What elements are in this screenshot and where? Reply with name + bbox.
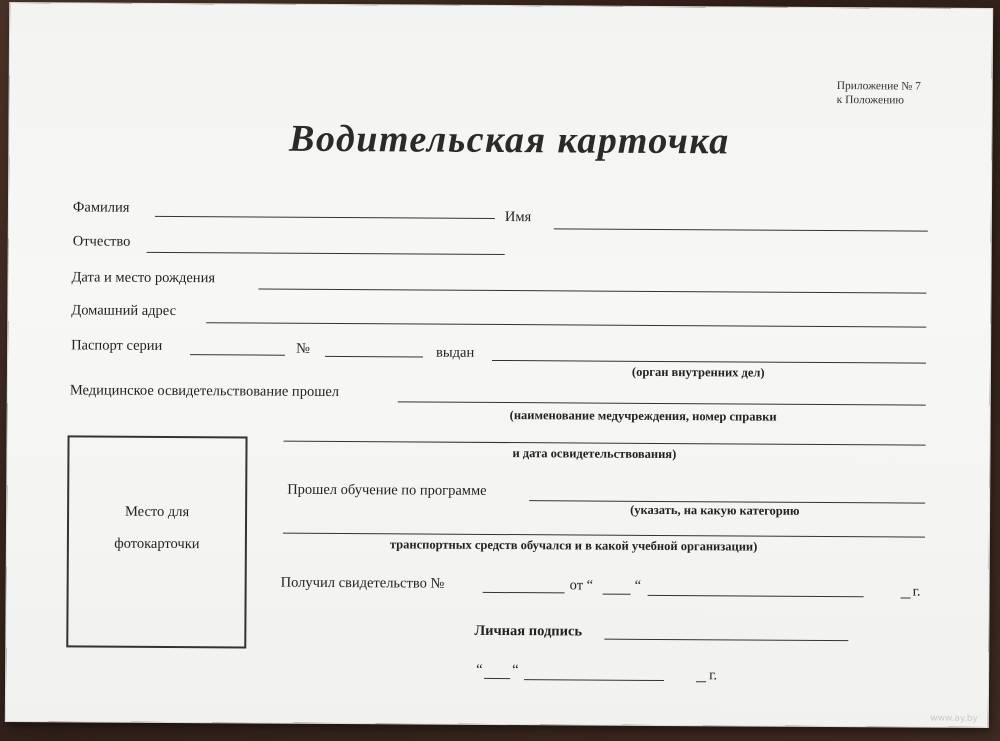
- medical-label: Медицинское освидетельствование прошел: [69, 382, 340, 401]
- training-hint-2: транспортных средств обучался и в какой учебной организации): [389, 537, 758, 554]
- patronymic-line[interactable]: [147, 252, 505, 255]
- watermark: www.ay.by: [930, 713, 978, 724]
- issued-hint: (орган внутренних дел): [631, 364, 765, 380]
- medical-hint-1: (наименование медучреждения, номер справки: [509, 408, 777, 424]
- medical-line-2[interactable]: [284, 441, 926, 446]
- passport-number-label: №: [296, 340, 310, 357]
- appendix-line-2: к Положению: [836, 94, 905, 107]
- medical-hint-2: и дата освидетельствования): [512, 446, 677, 462]
- passport-series-line[interactable]: [190, 354, 285, 356]
- date-day-line[interactable]: [484, 678, 510, 679]
- signature-line[interactable]: [604, 639, 848, 641]
- certificate-year-line[interactable]: [901, 597, 911, 598]
- training-line-2[interactable]: [283, 533, 925, 538]
- certificate-label: Получил свидетельство №: [280, 574, 445, 592]
- date-month-line[interactable]: [524, 679, 664, 681]
- appendix-line-1: Приложение № 7: [836, 80, 921, 93]
- passport-number-line[interactable]: [325, 356, 423, 358]
- page-title: Водительская карточка: [288, 117, 730, 163]
- date-quote-close: “: [512, 662, 519, 679]
- patronymic-label: Отчество: [72, 233, 131, 250]
- date-year-label: г.: [709, 667, 718, 684]
- photo-label-line-2: фотокарточки: [114, 535, 200, 553]
- issued-label: выдан: [436, 344, 475, 361]
- training-label: Прошел обучение по программе: [287, 481, 487, 499]
- birth-label: Дата и место рождения: [71, 269, 216, 287]
- certificate-year-label: г.: [912, 583, 921, 600]
- photo-box: [66, 435, 247, 648]
- date-quote-open: “: [476, 661, 483, 678]
- certificate-day-line[interactable]: [603, 594, 631, 595]
- training-hint-1: (указать, на какую категорию: [630, 502, 800, 518]
- name-line[interactable]: [554, 228, 928, 231]
- address-label: Домашний адрес: [71, 302, 177, 320]
- surname-line[interactable]: [155, 216, 495, 219]
- date-year-line[interactable]: [696, 681, 706, 682]
- passport-series-label: Паспорт серии: [71, 337, 163, 354]
- birth-line[interactable]: [258, 289, 926, 294]
- certificate-number-line[interactable]: [483, 592, 565, 594]
- form-sheet: [6, 3, 992, 727]
- surname-label: Фамилия: [72, 199, 130, 216]
- address-line[interactable]: [206, 322, 926, 327]
- certificate-from-label: от “: [569, 577, 594, 594]
- name-label: Имя: [504, 209, 532, 226]
- medical-line-1[interactable]: [398, 401, 926, 405]
- signature-label: Личная подпись: [474, 622, 583, 640]
- issued-line[interactable]: [492, 360, 926, 364]
- photo-label-line-1: Место для: [124, 503, 190, 521]
- certificate-quote: “: [634, 577, 642, 594]
- certificate-month-line[interactable]: [648, 595, 864, 597]
